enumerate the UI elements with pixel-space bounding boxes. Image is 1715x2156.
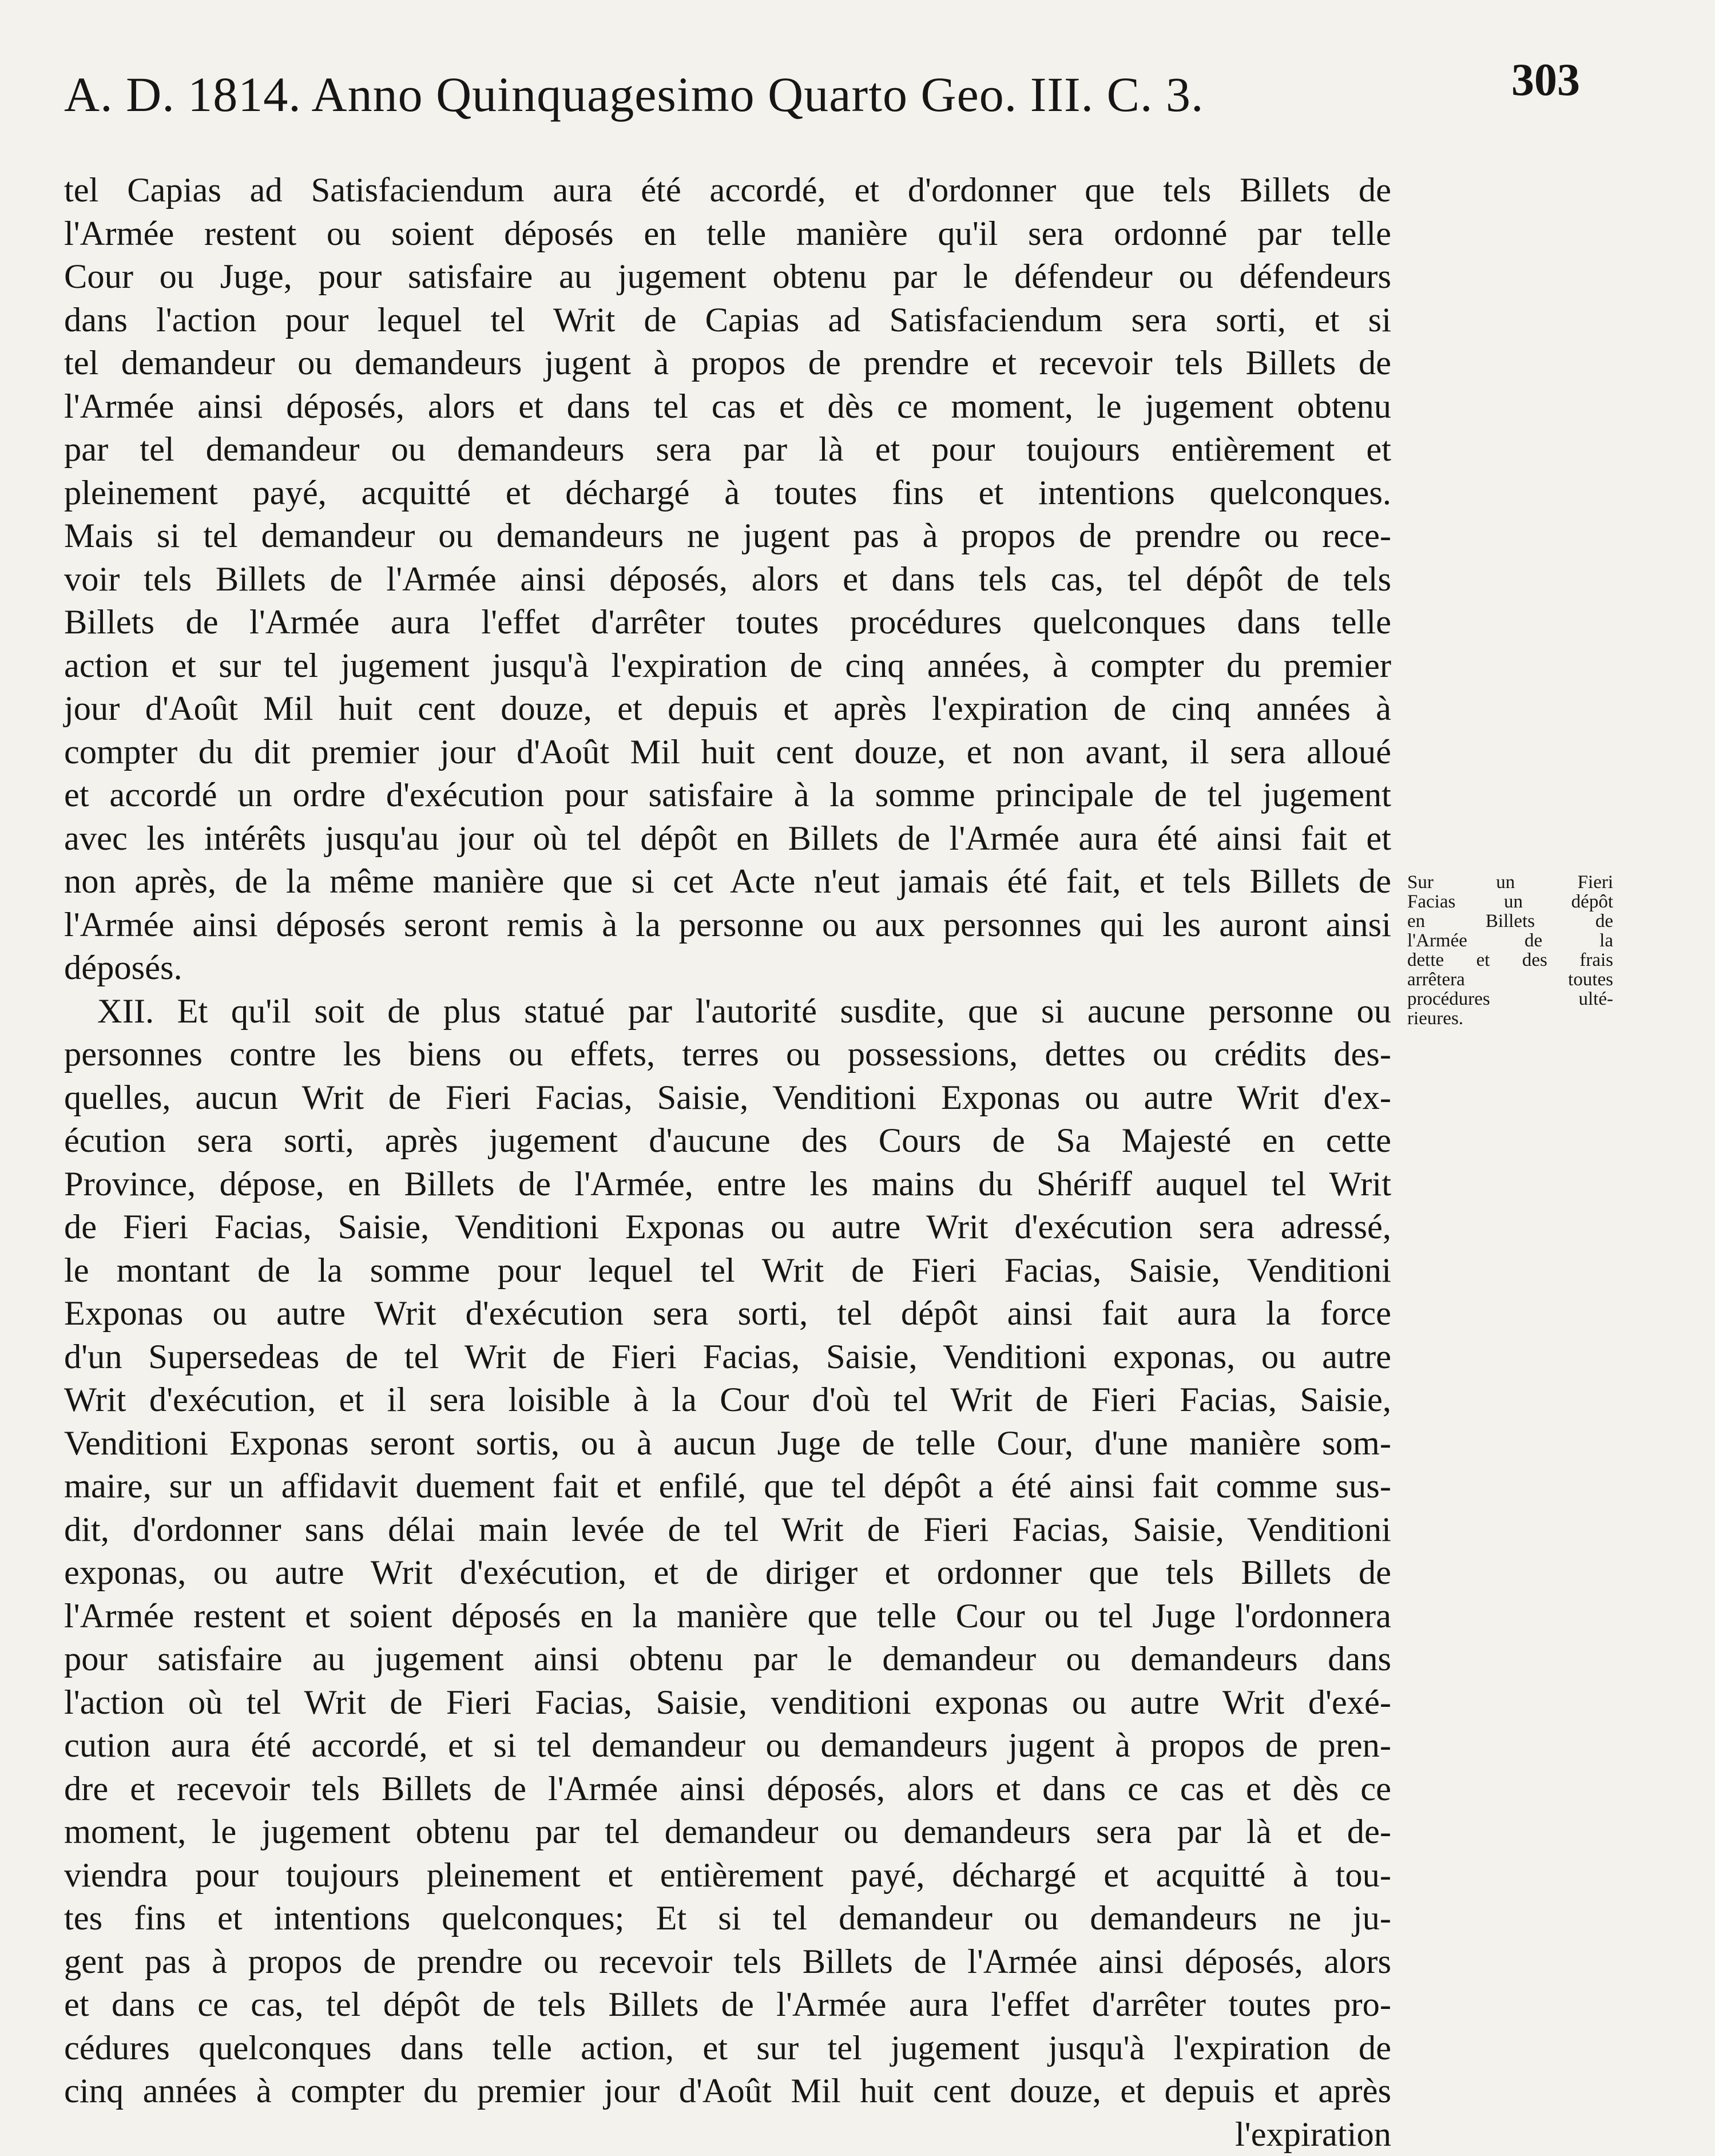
text-line: tes fins et intentions quelconques; Et si tel demandeur ou demandeurs ne ju- — [64, 1897, 1391, 1940]
text-line: viendra pour toujours pleinement et entièrement payé, déchargé et acquitté à tou- — [64, 1854, 1391, 1897]
marginal-line: dette et des frais — [1407, 950, 1613, 970]
text-line: gent pas à propos de prendre ou recevoir tels Billets de l'Armée ainsi déposés, alors — [64, 1940, 1391, 1984]
text-line: pour satisfaire au jugement ainsi obtenu par le demandeur ou demandeurs dans — [64, 1638, 1391, 1681]
marginal-line: en Billets de — [1407, 911, 1613, 931]
text-line: l'Armée ainsi déposés, alors et dans tel cas et dès ce moment, le jugement obtenu — [64, 385, 1391, 429]
text-line: d'un Supersedeas de tel Writ de Fieri Facias, Saisie, Venditioni exponas, ou autre — [64, 1335, 1391, 1379]
text-line: dre et recevoir tels Billets de l'Armée ainsi déposés, alors et dans ce cas et dès ce — [64, 1767, 1391, 1811]
text-line: maire, sur un affidavit duement fait et enfilé, que tel dépôt a été ainsi fait comme sus- — [64, 1465, 1391, 1508]
text-line: écution sera sorti, après jugement d'aucune des Cours de Sa Majesté en cette — [64, 1119, 1391, 1163]
text-line: Venditioni Exponas seront sortis, ou à aucun Juge de telle Cour, d'une manière som- — [64, 1422, 1391, 1465]
text-line: Billets de l'Armée aura l'effet d'arrêter toutes procédures quelconques dans telle — [64, 601, 1391, 644]
text-line: cution aura été accordé, et si tel demandeur ou demandeurs jugent à propos de pren- — [64, 1724, 1391, 1767]
text-line: l'Armée ainsi déposés seront remis à la personne ou aux personnes qui les auront ainsi — [64, 903, 1391, 947]
text-line: Mais si tel demandeur ou demandeurs ne jugent pas à propos de prendre ou rece- — [64, 514, 1391, 558]
marginal-line: rieures. — [1407, 1009, 1613, 1028]
text-line: moment, le jugement obtenu par tel demandeur ou demandeurs sera par là et de- — [64, 1810, 1391, 1854]
text-line: quelles, aucun Writ de Fieri Facias, Saisie, Venditioni Exponas ou autre Writ d'ex- — [64, 1076, 1391, 1120]
text-line: dit, d'ordonner sans délai main levée de tel Writ de Fieri Facias, Saisie, Venditioni — [64, 1508, 1391, 1552]
text-line: par tel demandeur ou demandeurs sera par là et pour toujours entièrement et — [64, 428, 1391, 471]
text-line: cédures quelconques dans telle action, et sur tel jugement jusqu'à l'expiration de — [64, 2027, 1391, 2070]
page-number: 303 — [1511, 54, 1580, 106]
running-head: A. D. 1814. Anno Quinquagesimo Quarto Geo. III. C. 3. — [64, 66, 1204, 123]
text-line: avec les intérêts jusqu'au jour où tel dépôt en Billets de l'Armée aura été ainsi fait et — [64, 817, 1391, 861]
section-start-line: XII. Et qu'il soit de plus statué par l'autorité susdite, que si aucune personne ou — [64, 990, 1391, 1033]
text-line: de Fieri Facias, Saisie, Venditioni Exponas ou autre Writ d'exécution sera adressé, — [64, 1206, 1391, 1249]
text-line: le montant de la somme pour lequel tel Writ de Fieri Facias, Saisie, Venditioni — [64, 1249, 1391, 1293]
text-line: Cour ou Juge, pour satisfaire au jugement obtenu par le défendeur ou défendeurs — [64, 255, 1391, 299]
text-line: compter du dit premier jour d'Août Mil huit cent douze, et non avant, il sera alloué — [64, 731, 1391, 774]
text-line: l'Armée restent ou soient déposés en telle manière qu'il sera ordonné par telle — [64, 212, 1391, 256]
marginal-line: l'Armée de la — [1407, 931, 1613, 950]
text-line: déposés. — [64, 946, 1391, 990]
text-line: et dans ce cas, tel dépôt de tels Billets de l'Armée aura l'effet d'arrêter toutes pro- — [64, 1983, 1391, 2027]
text-line: dans l'action pour lequel tel Writ de Capias ad Satisfaciendum sera sorti, et si — [64, 299, 1391, 342]
text-line: et accordé un ordre d'exécution pour satisfaire à la somme principale de tel jugement — [64, 774, 1391, 817]
page-header — [64, 60, 1563, 129]
text-line: jour d'Août Mil huit cent douze, et depuis et après l'expiration de cinq années à — [64, 687, 1391, 731]
text-line: tel Capias ad Satisfaciendum aura été accordé, et d'ordonner que tels Billets de — [64, 169, 1391, 212]
text-line: personnes contre les biens ou effets, terres ou possessions, dettes ou crédits des- — [64, 1033, 1391, 1076]
text-line: tel demandeur ou demandeurs jugent à propos de prendre et recevoir tels Billets de — [64, 342, 1391, 385]
marginal-line: arrêtera toutes — [1407, 970, 1613, 989]
text-line: l'Armée restent et soient déposés en la manière que telle Cour ou tel Juge l'ordonnera — [64, 1595, 1391, 1638]
text-line: Province, dépose, en Billets de l'Armée, entre les mains du Shériff auquel tel Writ — [64, 1163, 1391, 1206]
text-line: cinq années à compter du premier jour d'Août Mil huit cent douze, et depuis et après — [64, 2070, 1391, 2113]
text-line: non après, de la même manière que si cet Acte n'eut jamais été fait, et tels Billets de — [64, 860, 1391, 903]
body-text — [64, 169, 1391, 2156]
marginal-line: Sur un Fieri — [1407, 873, 1613, 892]
text-line: pleinement payé, acquitté et déchargé à toutes fins et intentions quelconques. — [64, 471, 1391, 515]
text-line: l'action où tel Writ de Fieri Facias, Saisie, venditioni exponas ou autre Writ d'exé- — [64, 1681, 1391, 1725]
text-line: action et sur tel jugement jusqu'à l'expiration de cinq années, à compter du premier — [64, 644, 1391, 688]
marginal-line: Facias un dépôt — [1407, 892, 1613, 911]
catchword: l'expiration — [64, 2113, 1391, 2156]
text-line: exponas, ou autre Writ d'exécution, et de diriger et ordonner que tels Billets de — [64, 1551, 1391, 1595]
text-line: Writ d'exécution, et il sera loisible à la Cour d'où tel Writ de Fieri Facias, Saisie, — [64, 1378, 1391, 1422]
text-line: Exponas ou autre Writ d'exécution sera sorti, tel dépôt ainsi fait aura la force — [64, 1292, 1391, 1335]
marginal-line: procédures ulté- — [1407, 989, 1613, 1009]
text-line: voir tels Billets de l'Armée ainsi déposés, alors et dans tels cas, tel dépôt de tels — [64, 558, 1391, 601]
marginal-note — [1407, 873, 1613, 1028]
